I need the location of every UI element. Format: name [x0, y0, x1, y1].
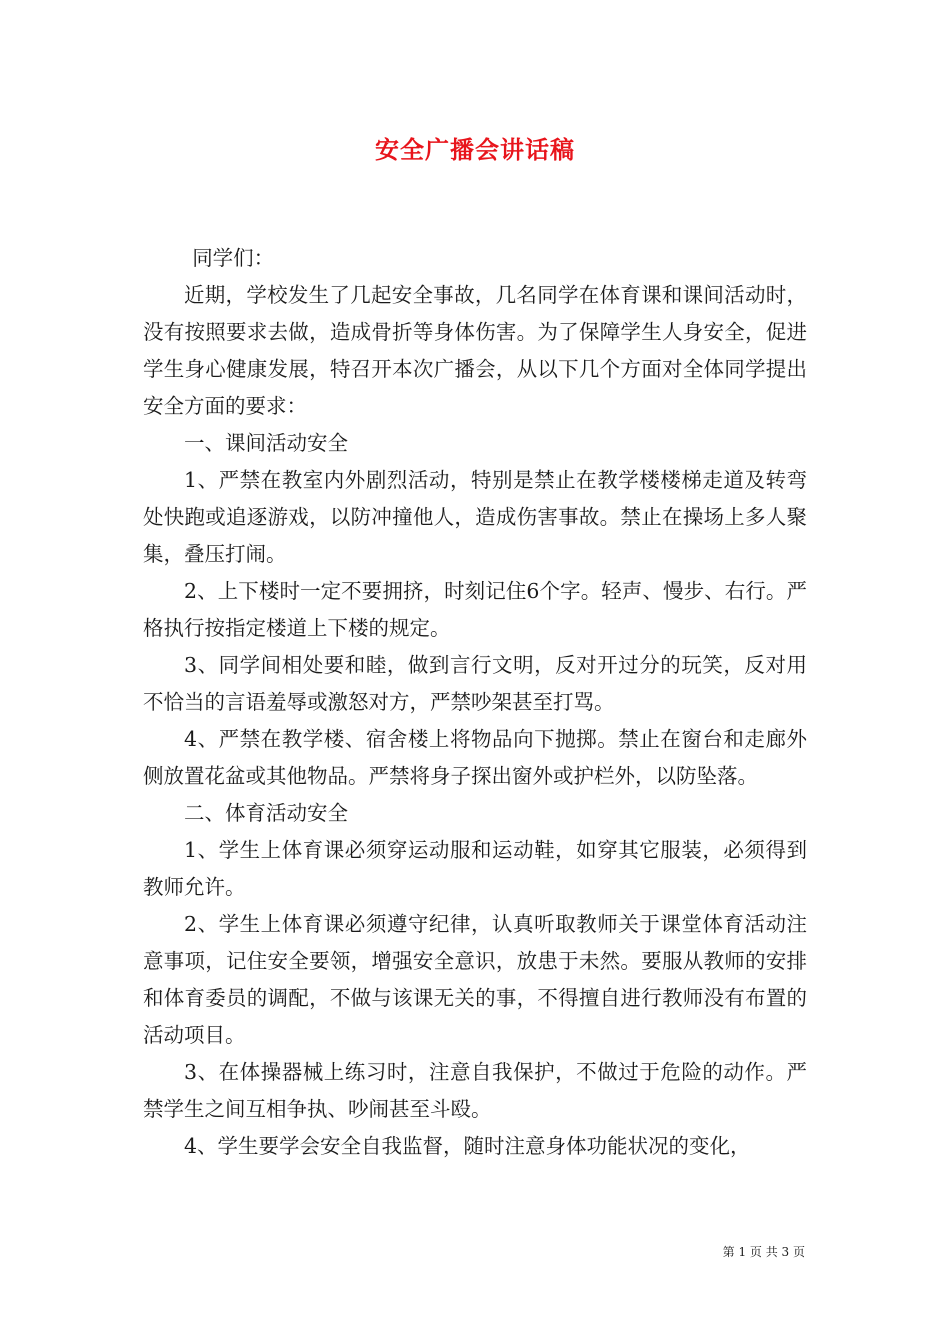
greeting: 同学们： — [192, 246, 275, 270]
section-2-item-4: 4、学生要学会安全自我监督，随时注意身体功能状况的变化， — [184, 1134, 751, 1158]
document-title: 安全广播会讲话稿 — [375, 135, 575, 164]
section-1-item-2: 2、上下楼时一定不要拥挤，时刻记住6个字。轻声、慢步、右行。严格执行按指定楼道上下楼的规定。 — [143, 579, 807, 640]
section-2-item-1: 1、学生上体育课必须穿运动服和运动鞋，如穿其它服装，必须得到教师允许。 — [143, 838, 807, 899]
section-heading-1: 一、课间活动安全 — [184, 431, 348, 455]
document-body — [143, 240, 807, 1165]
intro-paragraph: 近期，学校发生了几起安全事故，几名同学在体育课和课间活动时，没有按照要求去做，造成骨折等身体伤害。为了保障学生人身安全，促进学生身心健康发展，特召开本次广播会，从以下几个方面对全体同学提出安全方面的要求： — [143, 283, 807, 418]
page-number: 第 1 页 共 3 页 — [722, 1245, 805, 1259]
section-1-item-1: 1、严禁在教室内外剧烈活动，特别是禁止在教学楼楼梯走道及转弯处快跑或追逐游戏，以防冲撞他人，造成伤害事故。禁止在操场上多人聚集，叠压打闹。 — [143, 468, 807, 566]
section-heading-2: 二、体育活动安全 — [184, 801, 348, 825]
section-2-item-3: 3、在体操器械上练习时，注意自我保护，不做过于危险的动作。严禁学生之间互相争执、吵闹甚至斗殴。 — [143, 1060, 807, 1121]
section-1-item-4: 4、严禁在教学楼、宿舍楼上将物品向下抛掷。禁止在窗台和走廊外侧放置花盆或其他物品。严禁将身子探出窗外或护栏外，以防坠落。 — [143, 727, 807, 788]
section-1-item-3: 3、同学间相处要和睦，做到言行文明，反对开过分的玩笑，反对用不恰当的言语羞辱或激怒对方，严禁吵架甚至打骂。 — [143, 653, 807, 714]
section-2-item-2: 2、学生上体育课必须遵守纪律，认真听取教师关于课堂体育活动注意事项，记住安全要领，增强安全意识，放患于未然。要服从教师的安排和体育委员的调配，不做与该课无关的事，不得擅自进行教师没有布置的活动项目。 — [143, 912, 807, 1047]
